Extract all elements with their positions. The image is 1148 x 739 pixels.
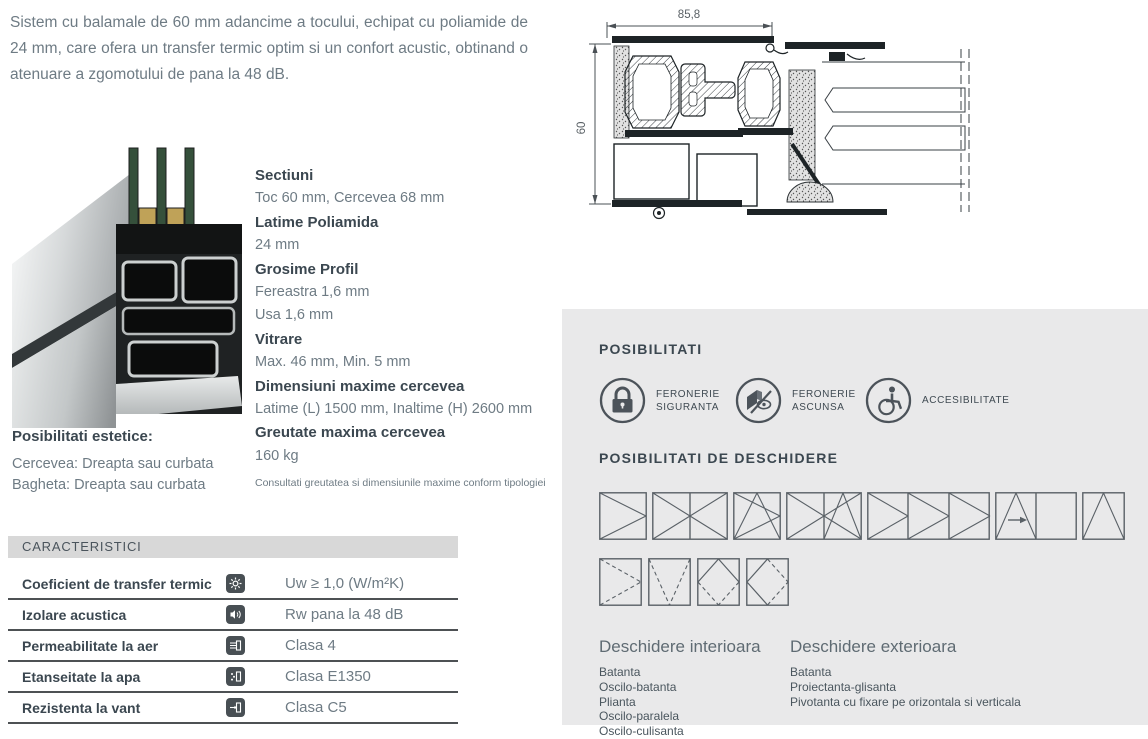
intro-paragraph: Sistem cu balamale de 60 mm adancime a tocului, echipat cu poliamide de 24 mm, care ofera un transfer termic optim si un confort acustic, obtinand o atenuare a zgomotului de pana la 48 dB. bbox=[10, 14, 528, 83]
characteristics-header: CARACTERISTICI bbox=[8, 536, 458, 558]
spec-value: Usa 1,6 mm bbox=[255, 307, 334, 324]
dim-height-label: 60 bbox=[576, 121, 588, 135]
speaker-icon bbox=[226, 605, 245, 624]
wheelchair-icon bbox=[865, 377, 912, 424]
row-label: Coeficient de transfer termic bbox=[22, 575, 212, 592]
row-value: Rw pana la 48 dB bbox=[285, 606, 404, 623]
feature-feronerie-siguranta bbox=[599, 377, 720, 424]
feature-feronerie-ascunsa bbox=[735, 377, 856, 424]
spec-note: Consultati greutatea si dimensiunile maxime conform tipologiei bbox=[255, 477, 546, 490]
list-item: Oscilo-paralela bbox=[599, 709, 680, 724]
row-value: Clasa C5 bbox=[285, 699, 347, 716]
row-value: Clasa 4 bbox=[285, 637, 336, 654]
aesthetics-title: Posibilitati estetice: bbox=[12, 428, 153, 445]
row-value: Clasa E1350 bbox=[285, 668, 371, 685]
possibilities-title: POSIBILITATI bbox=[599, 341, 703, 357]
profile-photo bbox=[12, 146, 242, 428]
tilt-turn-icon bbox=[733, 492, 781, 540]
double-tilt-turn-icon bbox=[786, 492, 862, 540]
list-item: Batanta bbox=[599, 665, 641, 679]
opening-title: POSIBILITATI DE DESCHIDERE bbox=[599, 450, 839, 466]
table-row bbox=[8, 600, 458, 631]
list-item: Oscilo-culisanta bbox=[599, 724, 684, 739]
row-label: Izolare acustica bbox=[22, 606, 127, 623]
feature-label: ACCESIBILITATE bbox=[922, 395, 1010, 406]
spec-value: 24 mm bbox=[255, 237, 300, 254]
list-item: Oscilo-batanta bbox=[599, 679, 677, 694]
row-label: Etanseitate la apa bbox=[22, 668, 141, 685]
table-row bbox=[8, 693, 458, 724]
interior-opening-list bbox=[599, 665, 684, 739]
spec-value: Fereastra 1,6 mm bbox=[255, 284, 370, 301]
folding-three-panel-icon bbox=[867, 492, 990, 540]
row-label: Rezistenta la vant bbox=[22, 699, 141, 716]
table-row bbox=[8, 631, 458, 662]
spec-value: Latime (L) 1500 mm, Inaltime (H) 2600 mm bbox=[255, 401, 533, 418]
exterior-opening-list bbox=[790, 665, 1021, 709]
feature-label: FERONERIE ASCUNSA bbox=[792, 388, 856, 413]
opening-diagrams-row2 bbox=[599, 558, 789, 606]
spec-label: Greutate maxima cercevea bbox=[255, 424, 446, 442]
spec-label: Sectiuni bbox=[255, 167, 314, 184]
hidden-hardware-icon bbox=[735, 377, 782, 424]
profile-section-drawing bbox=[567, 4, 1142, 222]
aesthetics-line: Cercevea: Dreapta sau curbata bbox=[12, 456, 214, 472]
list-item: Proiectanta-glisanta bbox=[790, 679, 897, 694]
aesthetics-line: Bagheta: Dreapta sau curbata bbox=[12, 477, 206, 493]
air-permeability-icon bbox=[226, 636, 245, 655]
thermal-gear-icon bbox=[226, 574, 245, 593]
row-label: Permeabilitate la aer bbox=[22, 637, 159, 654]
wind-resistance-icon bbox=[226, 698, 245, 717]
spec-value: Max. 46 mm, Min. 5 mm bbox=[255, 354, 411, 371]
list-item: Pivotanta cu fixare pe orizontala si verticala bbox=[790, 694, 1021, 709]
spec-label: Dimensiuni maxime cercevea bbox=[255, 377, 465, 395]
horizontal-pivot-icon bbox=[697, 558, 740, 606]
tilt-icon bbox=[1082, 492, 1125, 540]
spec-value: 160 kg bbox=[255, 447, 299, 464]
list-item: Batanta bbox=[790, 665, 832, 679]
casement-icon bbox=[599, 492, 647, 540]
dim-width-label: 85,8 bbox=[677, 9, 701, 21]
water-tightness-icon bbox=[226, 667, 245, 686]
row-value: Uw ≥ 1,0 (W/m²K) bbox=[285, 575, 405, 592]
possibilities-panel bbox=[562, 309, 1148, 739]
aesthetics-block bbox=[12, 428, 214, 496]
opening-diagrams-row1 bbox=[599, 492, 1125, 540]
lock-icon bbox=[599, 377, 646, 424]
list-item: Plianta bbox=[599, 694, 636, 709]
spec-label: Latime Poliamida bbox=[255, 213, 379, 231]
double-casement-icon bbox=[652, 492, 728, 540]
table-row bbox=[8, 662, 458, 693]
spec-label: Grosime Profil bbox=[255, 260, 359, 278]
specs-list bbox=[255, 164, 555, 489]
feature-label: FERONERIE SIGURANTA bbox=[656, 388, 720, 413]
vertical-pivot-icon bbox=[746, 558, 789, 606]
spec-label: Vitrare bbox=[255, 330, 303, 348]
feature-accesibilitate bbox=[865, 377, 1010, 424]
characteristics-table bbox=[8, 536, 458, 724]
top-hung-projecting-icon bbox=[648, 558, 691, 606]
table-row bbox=[8, 569, 458, 600]
spec-value: Toc 60 mm, Cercevea 68 mm bbox=[255, 190, 445, 207]
outward-casement-icon bbox=[599, 558, 642, 606]
tilt-slide-icon bbox=[995, 492, 1077, 540]
interior-opening-title: Deschidere interioara bbox=[599, 637, 761, 656]
exterior-opening-title: Deschidere exterioara bbox=[790, 637, 957, 656]
